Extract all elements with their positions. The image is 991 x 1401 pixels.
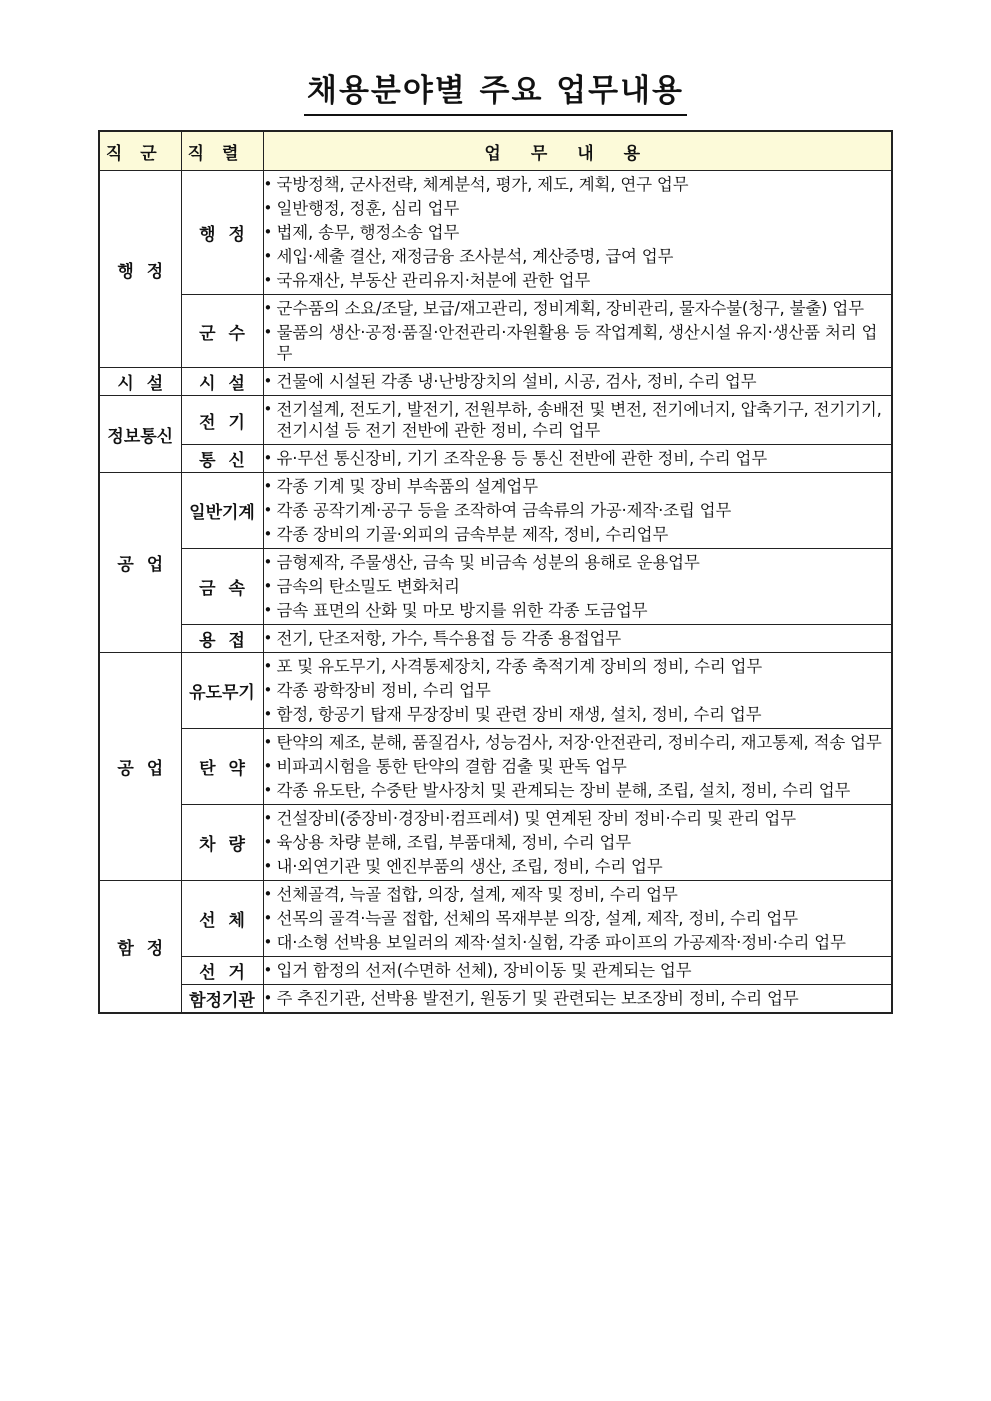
duty-item: • 국유재산, 부동산 관리유지·처분에 관한 업무 (264, 270, 892, 291)
duties-cell (263, 985, 892, 1014)
series-cell (181, 729, 263, 805)
table-row (99, 396, 892, 445)
table-row (99, 729, 892, 805)
duties-cell (263, 396, 892, 445)
duty-item: • 각종 광학장비 정비, 수리 업무 (264, 680, 892, 701)
table-row (99, 625, 892, 653)
duty-list (264, 808, 892, 877)
duty-item: • 비파괴시험을 통한 탄약의 결함 검출 및 판독 업무 (264, 756, 892, 777)
category-cell (99, 881, 181, 1014)
series-label: 선거 (199, 963, 258, 983)
duty-item: • 세입·세출 결산, 재정금융 조사분석, 계산증명, 급여 업무 (264, 246, 892, 267)
series-cell (181, 625, 263, 653)
duty-list (264, 371, 892, 392)
table-row (99, 805, 892, 881)
series-label: 선체 (199, 911, 258, 931)
duty-item: • 각종 기계 및 장비 부속품의 설계업무 (264, 476, 892, 497)
series-cell (181, 368, 263, 396)
series-cell (181, 171, 263, 295)
duty-item: • 물품의 생산·공정·품질·안전관리·자원활용 등 작업계획, 생산시설 유지·생산품 처리 업무 (264, 322, 892, 364)
duty-list (264, 988, 892, 1009)
category-label: 정보통신 (107, 426, 174, 447)
duty-item: • 각종 유도탄, 수중탄 발사장치 및 관계되는 장비 분해, 조립, 설치, 정비, 수리 업무 (264, 780, 892, 801)
series-cell (181, 549, 263, 625)
duties-cell (263, 957, 892, 985)
document-title-wrap (0, 70, 991, 116)
duty-item: • 선체골격, 늑골 접합, 의장, 설계, 제작 및 정비, 수리 업무 (264, 884, 892, 905)
duty-item: • 금형제작, 주물생산, 금속 및 비금속 성분의 용해로 운용업무 (264, 552, 892, 573)
duty-item: • 전기, 단조저항, 가수, 특수용접 등 각종 용접업무 (264, 628, 892, 649)
category-cell (99, 368, 181, 396)
series-cell (181, 805, 263, 881)
series-label: 차량 (199, 835, 258, 855)
series-label: 금속 (199, 579, 258, 599)
duty-list (264, 656, 892, 725)
series-label: 유도무기 (189, 683, 255, 703)
duty-list (264, 628, 892, 649)
series-cell (181, 473, 263, 549)
table-body (99, 171, 892, 1014)
series-label: 일반기계 (189, 503, 255, 523)
duties-cell (263, 445, 892, 473)
table-row (99, 368, 892, 396)
table-row (99, 549, 892, 625)
series-label: 시설 (199, 374, 258, 394)
duty-item: • 선목의 골격·늑골 접합, 선체의 목재부분 의장, 설계, 제작, 정비, 수리 업무 (264, 908, 892, 929)
duties-cell (263, 549, 892, 625)
duties-cell (263, 171, 892, 295)
duty-list (264, 174, 892, 291)
series-cell (181, 957, 263, 985)
series-cell (181, 985, 263, 1014)
duty-item: • 각종 공작기계·공구 등을 조작하여 금속류의 가공·제작·조립 업무 (264, 500, 892, 521)
duty-item: • 육상용 차량 분해, 조립, 부품대체, 정비, 수리 업무 (264, 832, 892, 853)
category-label: 공업 (117, 759, 177, 779)
duty-list (264, 884, 892, 953)
duty-list (264, 476, 892, 545)
duty-item: • 금속의 탄소밀도 변화처리 (264, 576, 892, 597)
series-cell (181, 295, 263, 368)
duty-item: • 일반행정, 정훈, 심리 업무 (264, 198, 892, 219)
category-cell (99, 653, 181, 881)
duty-list (264, 448, 892, 469)
table-row (99, 653, 892, 729)
duty-list (264, 399, 892, 441)
duties-cell (263, 625, 892, 653)
duty-item: • 유·무선 통신장비, 기기 조작운용 등 통신 전반에 관한 정비, 수리 업무 (264, 448, 892, 469)
table-row (99, 473, 892, 549)
duties-cell (263, 729, 892, 805)
table-row (99, 445, 892, 473)
duty-item: • 전기설계, 전도기, 발전기, 전원부하, 송배전 및 변전, 전기에너지, 압축기구, 전기기기, 전기시설 등 전기 전반에 관한 정비, 수리 업무 (264, 399, 892, 441)
series-label: 통신 (199, 451, 258, 471)
table-row (99, 295, 892, 368)
series-cell (181, 445, 263, 473)
series-cell (181, 396, 263, 445)
duties-cell (263, 653, 892, 729)
table-row (99, 957, 892, 985)
table-row (99, 985, 892, 1014)
duty-item: • 탄약의 제조, 분해, 품질검사, 성능검사, 저장·안전관리, 정비수리, 재고통제, 적송 업무 (264, 732, 892, 753)
duty-list (264, 298, 892, 364)
series-label: 탄약 (199, 759, 258, 779)
duty-item: • 대·소형 선박용 보일러의 제작·설치·실험, 각종 파이프의 가공제작·정비·수리 업무 (264, 932, 892, 953)
table-header-row (99, 131, 892, 171)
header-category: 직군 (99, 131, 181, 171)
duty-list (264, 960, 892, 981)
duty-item: • 각종 장비의 기골·외피의 금속부분 제작, 정비, 수리업무 (264, 524, 892, 545)
series-cell (181, 881, 263, 957)
duty-item: • 군수품의 소요/조달, 보급/재고관리, 정비계획, 장비관리, 물자수불(청구, 불출) 업무 (264, 298, 892, 319)
series-label: 용접 (199, 631, 258, 651)
series-label: 군수 (199, 323, 258, 344)
duty-item: • 주 추진기관, 선박용 발전기, 원동기 및 관련되는 보조장비 정비, 수리 업무 (264, 988, 892, 1009)
duty-item: • 건물에 시설된 각종 냉·난방장치의 설비, 시공, 검사, 정비, 수리 업무 (264, 371, 892, 392)
duty-item: • 함정, 항공기 탑재 무장장비 및 관련 장비 재생, 설치, 정비, 수리 업무 (264, 704, 892, 725)
duty-item: • 포 및 유도무기, 사격통제장치, 각종 축적기계 장비의 정비, 수리 업무 (264, 656, 892, 677)
series-label: 함정기관 (189, 991, 255, 1011)
series-label: 행정 (199, 225, 258, 245)
series-cell (181, 653, 263, 729)
header-duties: 업무내용 (263, 131, 892, 171)
category-cell (99, 473, 181, 653)
category-cell (99, 171, 181, 368)
duties-cell (263, 295, 892, 368)
document-title: 채용분야별 주요 업무내용 (304, 70, 687, 116)
duties-cell (263, 368, 892, 396)
header-series: 직렬 (181, 131, 263, 171)
duty-item: • 입거 함정의 선저(수면하 선체), 장비이동 및 관계되는 업무 (264, 960, 892, 981)
category-label: 시설 (117, 374, 177, 394)
series-label: 전기 (199, 412, 258, 433)
category-label: 행정 (117, 261, 177, 282)
duty-item: • 내·외연기관 및 엔진부품의 생산, 조립, 정비, 수리 업무 (264, 856, 892, 877)
category-cell (99, 396, 181, 473)
duty-table (98, 130, 893, 1014)
table-row (99, 881, 892, 957)
duty-item: • 금속 표면의 산화 및 마모 방지를 위한 각종 도금업무 (264, 600, 892, 621)
duty-item: • 법제, 송무, 행정소송 업무 (264, 222, 892, 243)
duties-cell (263, 805, 892, 881)
duties-cell (263, 881, 892, 957)
duty-list (264, 552, 892, 621)
duty-item: • 국방정책, 군사전략, 체계분석, 평가, 제도, 계획, 연구 업무 (264, 174, 892, 195)
duty-list (264, 732, 892, 801)
category-label: 공업 (117, 555, 177, 575)
category-label: 함정 (117, 939, 177, 959)
duty-item: • 건설장비(중장비·경장비·컴프레셔) 및 연계된 장비 정비·수리 및 관리 업무 (264, 808, 892, 829)
duties-cell (263, 473, 892, 549)
table-row (99, 171, 892, 295)
